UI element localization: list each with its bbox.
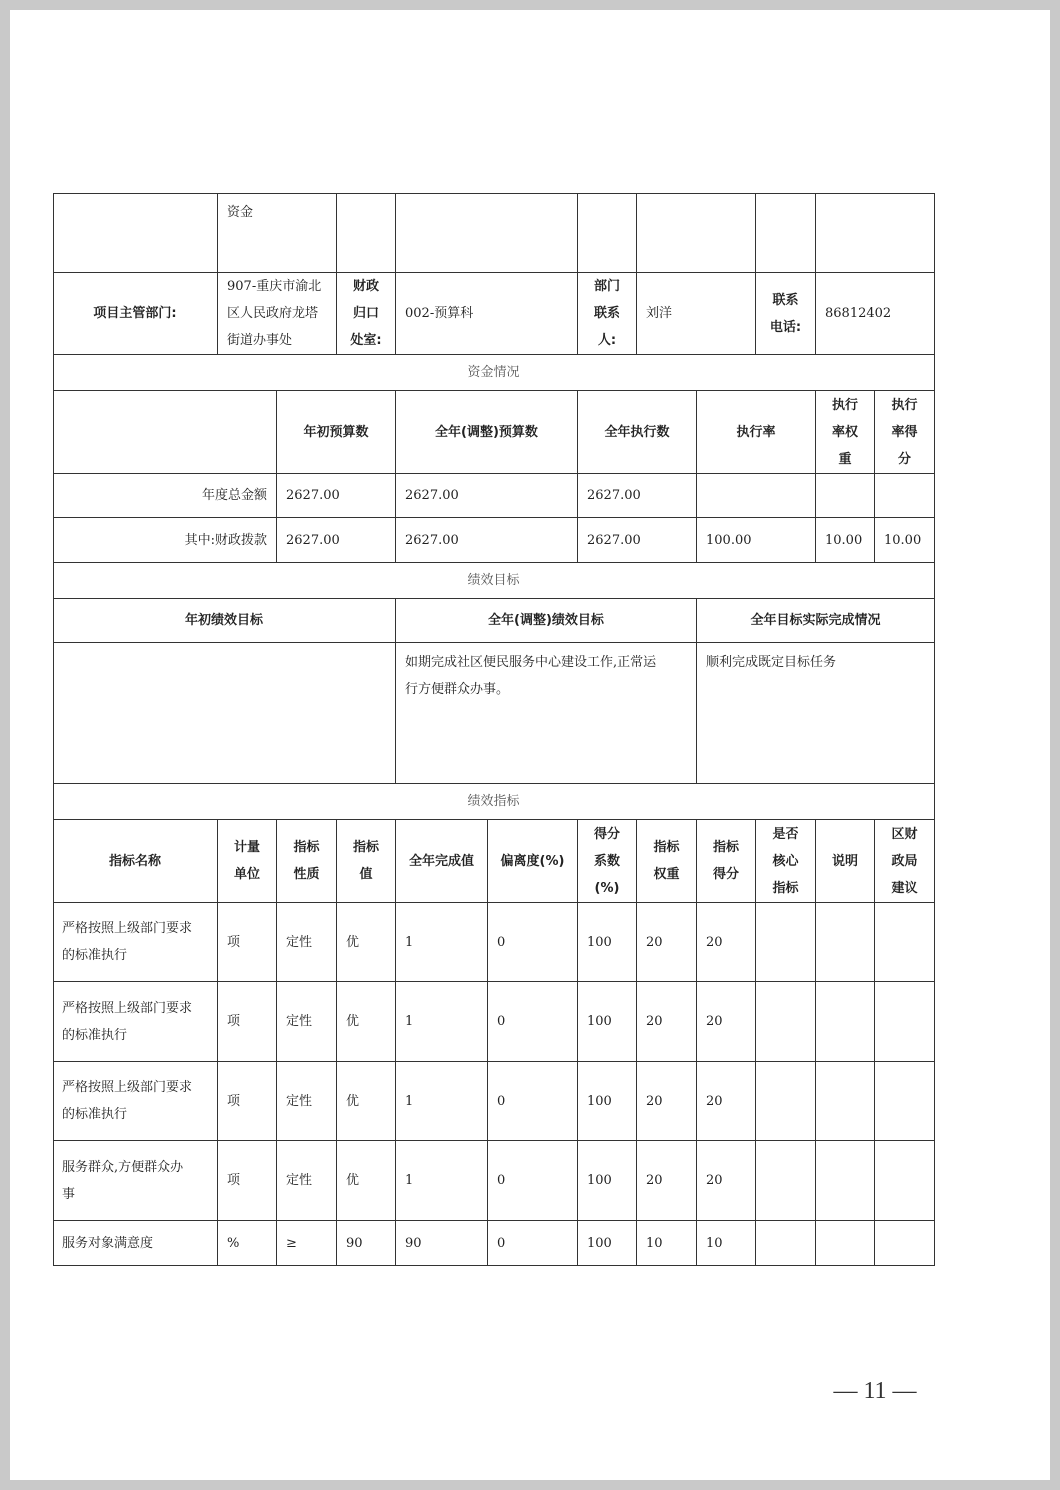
indicator-header-text: 计量 单位 [233,840,260,882]
indicator-header [875,820,935,903]
indicator-value [875,1141,935,1221]
indicator-name-text: 服务群众,方便群众办 事 [62,1159,184,1202]
funding-value-text: 100.00 [706,532,752,548]
indicator-value-text: 0 [497,1235,506,1251]
indicator-value [816,903,875,982]
indicator-value-text: 100 [587,1235,612,1251]
goal-actual [697,643,935,784]
funding-value [875,474,935,518]
indicator-value-text: 项 [227,934,241,950]
indicator-value-text: 0 [497,1014,506,1029]
funding-row-label [53,474,277,518]
indicator-header [277,820,337,903]
indicator-value-text: 1 [405,934,414,950]
indicator-value [277,1141,337,1221]
indicator-value [875,1221,935,1266]
indicator-value [697,1141,756,1221]
indicator-value-text: 优 [346,1014,360,1029]
indicators-section-title [53,784,935,820]
finance-office-label-text: 财政 归口 处室: [350,279,382,348]
indicator-value [337,1221,396,1266]
indicator-header-text: 偏离度(%) [500,853,565,869]
indicator-value [396,903,488,982]
indicator-name-text: 服务对象满意度 [62,1235,154,1251]
funding-value-text: 2627.00 [405,488,459,503]
phone-value-text: 86812402 [825,306,892,321]
contact-label-text: 部门 联系 人: [593,279,620,348]
indicator-value-text: 20 [706,1093,723,1109]
funding-value [396,518,578,563]
indicator-header [396,820,488,903]
indicator-name [53,1141,218,1221]
funding-value-text: 10.00 [825,532,863,548]
indicator-value-text: 20 [646,1093,663,1109]
funding-header-text: 执行 率得 分 [891,397,918,467]
indicator-header [697,820,756,903]
indicator-value [756,1062,816,1141]
indicator-value-text: 定性 [286,1014,313,1029]
indicator-header [637,820,697,903]
goals-section-title [53,563,935,599]
funding-value [578,474,697,518]
indicator-value-text: 定性 [286,934,313,950]
indicator-value [488,982,578,1062]
empty-cell [53,193,218,273]
indicator-value [756,903,816,982]
indicator-value [756,1141,816,1221]
indicator-value-text: 20 [646,1014,663,1029]
indicator-value [337,982,396,1062]
indicator-value [218,903,277,982]
contact-label [578,273,637,355]
indicator-value [337,1062,396,1141]
indicator-value [488,1062,578,1141]
indicator-name-text: 严格按照上级部门要求 的标准执行 [62,1000,193,1043]
indicator-value-text: 20 [706,1173,723,1188]
funding-value [578,518,697,563]
indicators-section-title-text: 绩效指标 [467,794,520,809]
goals-header [396,599,697,643]
funding-value [277,474,396,518]
indicator-value [488,1221,578,1266]
funding-value [816,474,875,518]
goal-adjusted-text: 如期完成社区便民服务中心建设工作,正常运 行方便群众办事。 [405,655,657,697]
funding-value [697,474,816,518]
empty-cell [53,391,277,474]
indicator-header [337,820,396,903]
funding-value-text: 2627.00 [286,488,340,503]
indicator-value-text: 0 [497,1173,506,1188]
phone-label-text: 联系 电话: [769,292,802,335]
indicator-header-text: 说明 [831,853,858,869]
indicator-value [637,1221,697,1266]
indicator-value [756,1221,816,1266]
indicator-header [816,820,875,903]
indicator-header [488,820,578,903]
indicator-value-text: 20 [646,1173,663,1188]
funding-section-title [53,355,935,391]
contact-value [637,273,756,355]
indicator-value-text: 20 [646,934,663,950]
indicator-value [578,1141,637,1221]
indicator-value [816,1062,875,1141]
finance-office-value-text: 002-预算科 [405,306,474,321]
funding-header [396,391,578,474]
indicator-value-text: % [227,1235,240,1251]
indicator-name-text: 严格按照上级部门要求 的标准执行 [62,921,193,963]
goals-header-text: 全年目标实际完成情况 [750,613,881,628]
indicator-value-text: 项 [227,1173,241,1188]
funding-value [875,518,935,563]
indicator-value-text: 1 [405,1093,414,1109]
indicator-header-text: 是否 核心 指标 [772,826,799,896]
funding-value-text: 2627.00 [587,532,641,548]
indicator-value [637,982,697,1062]
phone-label [756,273,816,355]
indicator-value-text: 100 [587,1014,612,1029]
indicator-value [637,903,697,982]
empty-cell [637,193,756,273]
funding-row-label-text: 年度总金额 [201,488,267,503]
indicator-header-text: 区财 政局 建议 [891,826,918,896]
indicator-value-text: 90 [346,1235,363,1251]
indicator-value-text: 优 [346,934,360,950]
indicator-value [218,1141,277,1221]
indicator-value [578,982,637,1062]
page-number: — 11 — [833,1378,917,1404]
indicator-value [697,1062,756,1141]
indicator-value [816,1221,875,1266]
indicator-value [578,1062,637,1141]
indicator-value-text: 项 [227,1093,241,1109]
indicator-value-text: 0 [497,934,506,950]
funding-header-text: 全年执行数 [604,424,670,440]
finance-office-label [337,273,396,355]
indicator-value-text: 100 [587,1173,612,1188]
funding-value-text: 2627.00 [405,532,459,548]
indicator-value [396,982,488,1062]
funding-header [875,391,935,474]
funding-header [578,391,697,474]
indicator-value [875,1062,935,1141]
indicator-value [337,1141,396,1221]
empty-cell [816,193,935,273]
funding-continuation-cell [218,193,337,273]
indicator-value-text: 20 [706,934,723,950]
indicator-value [488,1141,578,1221]
indicator-value [697,982,756,1062]
goal-adjusted [396,643,697,784]
indicator-value-text: 项 [227,1014,241,1029]
indicator-value [578,903,637,982]
goals-header [697,599,935,643]
indicator-header [53,820,218,903]
indicator-name [53,903,218,982]
indicator-header-text: 指标 值 [352,840,379,882]
indicator-value [218,1221,277,1266]
indicator-value [578,1221,637,1266]
indicator-value [637,1141,697,1221]
indicator-name-text: 严格按照上级部门要求 的标准执行 [62,1080,193,1122]
indicator-name [53,982,218,1062]
indicator-value-text: 20 [706,1014,723,1029]
funding-value-text: 2627.00 [587,488,641,503]
empty-cell [337,193,396,273]
funding-header [277,391,396,474]
contact-value-text: 刘洋 [646,306,673,321]
goals-header-text: 年初绩效目标 [184,613,263,628]
funding-row-label-text: 其中:财政拨款 [184,532,267,548]
indicator-value-text: 定性 [286,1093,313,1109]
indicator-header-text: 指标 权重 [653,840,680,882]
indicator-value [396,1062,488,1141]
indicator-header [756,820,816,903]
indicator-value-text: 定性 [286,1173,313,1188]
indicator-name [53,1062,218,1141]
indicator-value [816,982,875,1062]
empty-cell [578,193,637,273]
indicator-value-text: 100 [587,1093,612,1109]
funding-header-text: 年初预算数 [303,424,369,440]
goals-header-text: 全年(调整)绩效目标 [488,613,604,628]
funding-value [697,518,816,563]
funding-header [697,391,816,474]
funding-value [277,518,396,563]
indicator-value [277,982,337,1062]
dept-label-text: 项目主管部门: [93,306,177,321]
funding-header-text: 执行 率权 重 [831,397,858,467]
funding-header [816,391,875,474]
empty-cell [756,193,816,273]
indicator-value-text: 100 [587,934,612,950]
indicator-value [697,903,756,982]
indicator-value [218,982,277,1062]
funding-section-title-text: 资金情况 [467,365,520,380]
indicator-value [396,1141,488,1221]
indicator-value [756,982,816,1062]
indicator-value [816,1141,875,1221]
goal-actual-text: 顺利完成既定目标任务 [706,655,837,670]
indicator-value [488,903,578,982]
indicator-value [875,903,935,982]
indicator-name [53,1221,218,1266]
funding-continuation-cell-text: 资金 [227,205,254,220]
indicator-value [277,903,337,982]
funding-value [816,518,875,563]
funding-row-label [53,518,277,563]
indicator-value-text: 10 [706,1235,723,1251]
indicator-value [875,982,935,1062]
indicator-header-text: 全年完成值 [408,853,474,869]
funding-value [396,474,578,518]
finance-office-value [396,273,578,355]
goals-header [53,599,396,643]
goals-section-title-text: 绩效目标 [467,573,520,588]
empty-cell [396,193,578,273]
indicator-header [218,820,277,903]
indicator-value-text: 优 [346,1173,360,1188]
dept-value-text: 907-重庆市渝北 区人民政府龙塔 街道办事处 [227,279,322,348]
indicator-value-text: 90 [405,1235,422,1251]
goal-initial [53,643,396,784]
indicator-value [218,1062,277,1141]
indicator-header-text: 指标 性质 [293,840,320,882]
funding-value-text: 10.00 [884,532,922,548]
phone-value [816,273,935,355]
indicator-value-text: 优 [346,1093,360,1109]
indicator-header-text: 指标 得分 [712,840,739,882]
indicator-value [337,903,396,982]
indicator-value [277,1062,337,1141]
indicator-value-text: ≥ [286,1235,297,1251]
indicator-value [697,1221,756,1266]
indicator-value [637,1062,697,1141]
indicator-value-text: 1 [405,1014,414,1029]
indicator-value-text: 0 [497,1093,506,1109]
dept-value [218,273,337,355]
funding-value-text: 2627.00 [286,532,340,548]
indicator-value [277,1221,337,1266]
dept-label [53,273,218,355]
funding-header-text: 执行率 [736,424,776,440]
indicator-header-text: 得分 系数 (%) [593,826,620,896]
indicator-header [578,820,637,903]
funding-header-text: 全年(调整)预算数 [435,424,538,440]
indicator-value-text: 1 [405,1173,414,1188]
indicator-value [396,1221,488,1266]
indicator-value-text: 10 [646,1235,663,1251]
indicator-header-text: 指标名称 [108,853,161,869]
